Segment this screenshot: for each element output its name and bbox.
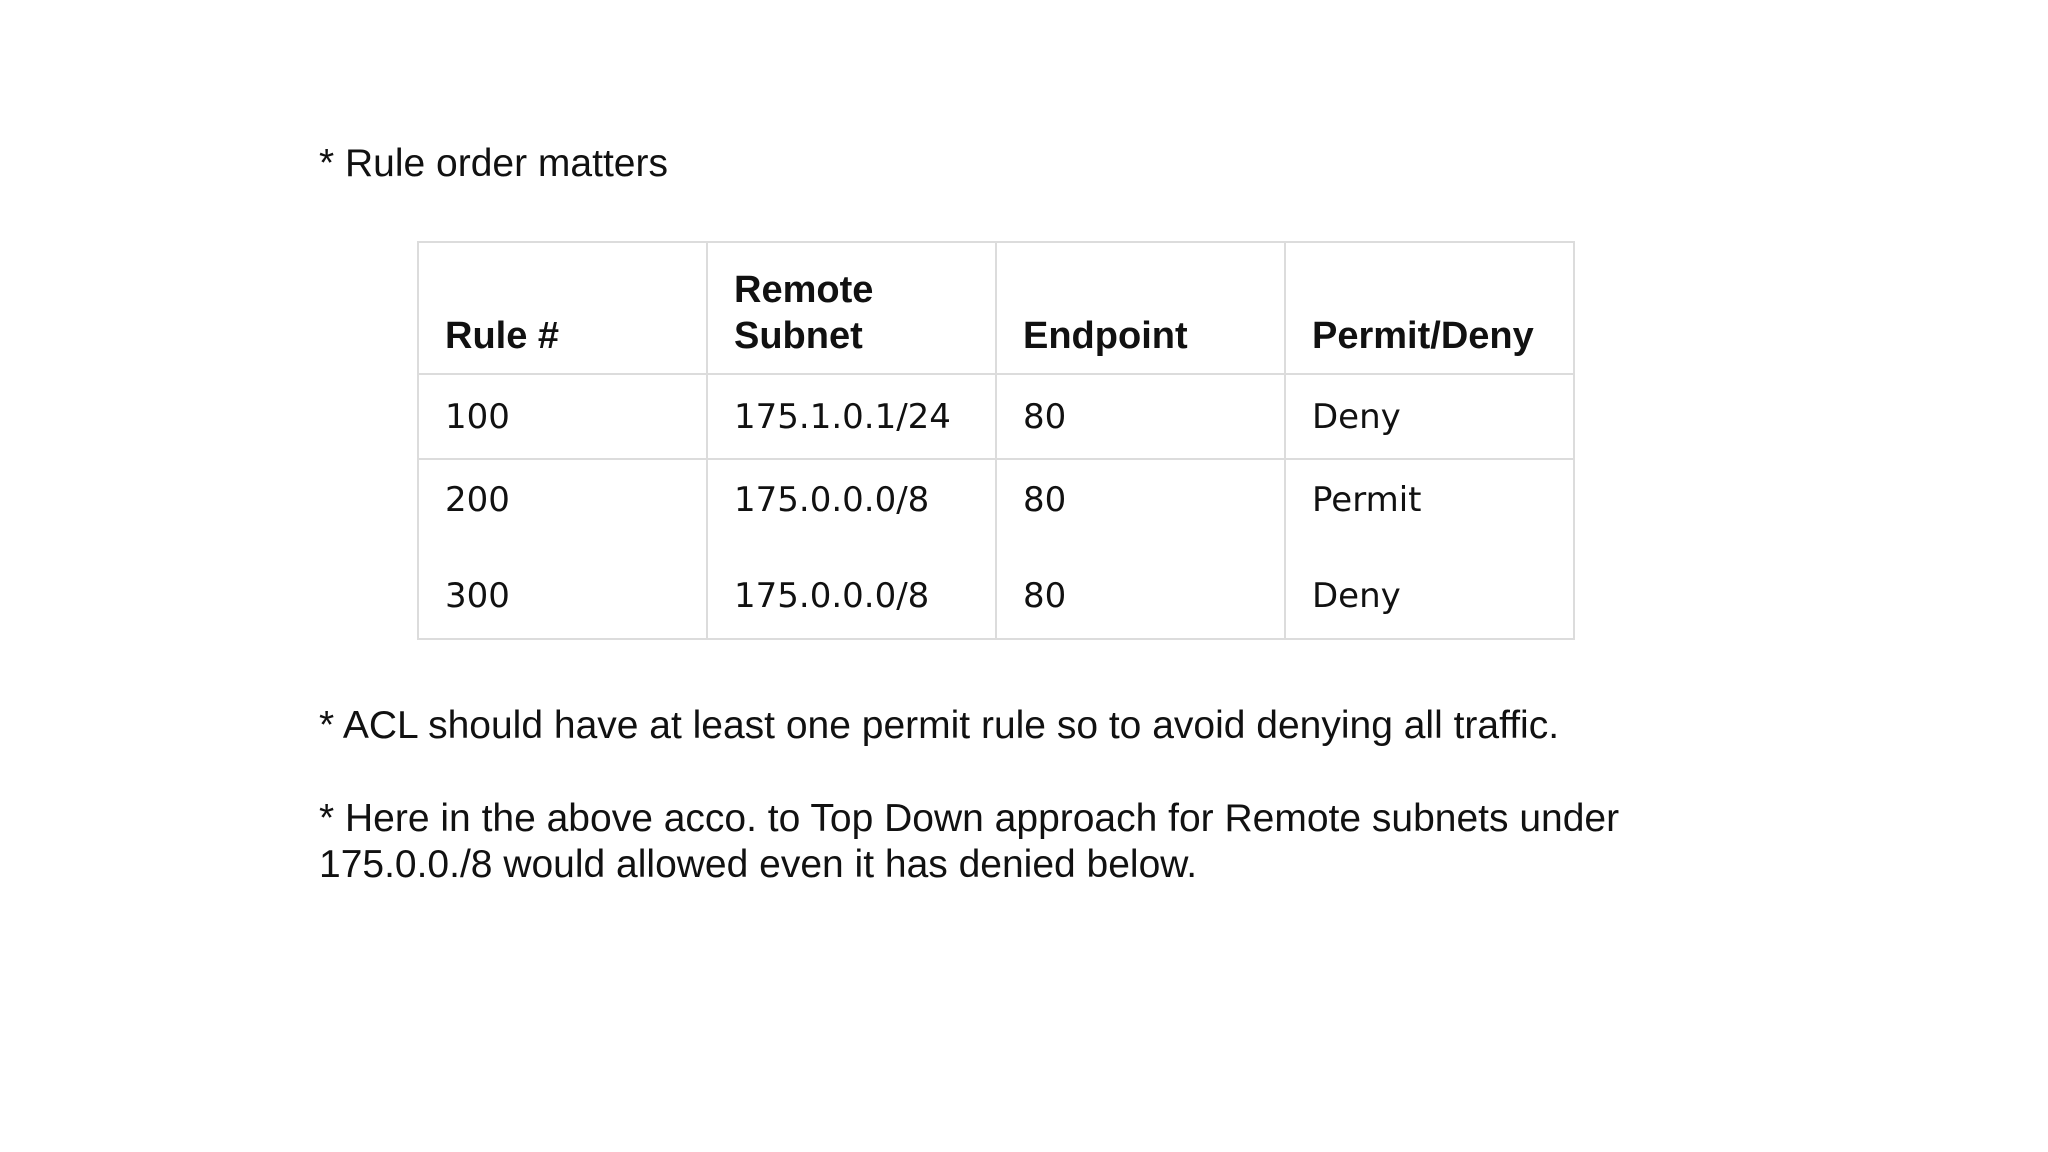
header-permit-deny: Permit/Deny [1285,242,1574,374]
table-header-row [418,242,1574,374]
cell-rule-number: 100 [418,374,707,459]
cell-rule-number: 300 [418,539,707,639]
header-endpoint: Endpoint [996,242,1285,374]
table-row [418,539,1574,639]
header-remote-subnet: Remote Subnet [707,242,996,374]
table-row [418,374,1574,459]
table-row [418,459,1574,539]
cell-remote-subnet: 175.0.0.0/8 [707,459,996,539]
cell-remote-subnet: 175.0.0.0/8 [707,539,996,639]
cell-permit-deny: Permit [1285,459,1574,539]
cell-endpoint: 80 [996,374,1285,459]
note-top-down: * Here in the above acco. to Top Down approach for Remote subnets under 175.0.0./8 would allowed even it has denied below. [319,797,1620,886]
cell-permit-deny: Deny [1285,539,1574,639]
note-rule-order: * Rule order matters [319,142,668,185]
cell-endpoint: 80 [996,539,1285,639]
note-permit-rule: * ACL should have at least one permit rule so to avoid denying all traffic. [319,704,1560,747]
cell-endpoint: 80 [996,459,1285,539]
acl-rules-table [417,241,1575,640]
cell-rule-number: 200 [418,459,707,539]
cell-remote-subnet: 175.1.0.1/24 [707,374,996,459]
header-rule-number: Rule # [418,242,707,374]
cell-permit-deny: Deny [1285,374,1574,459]
